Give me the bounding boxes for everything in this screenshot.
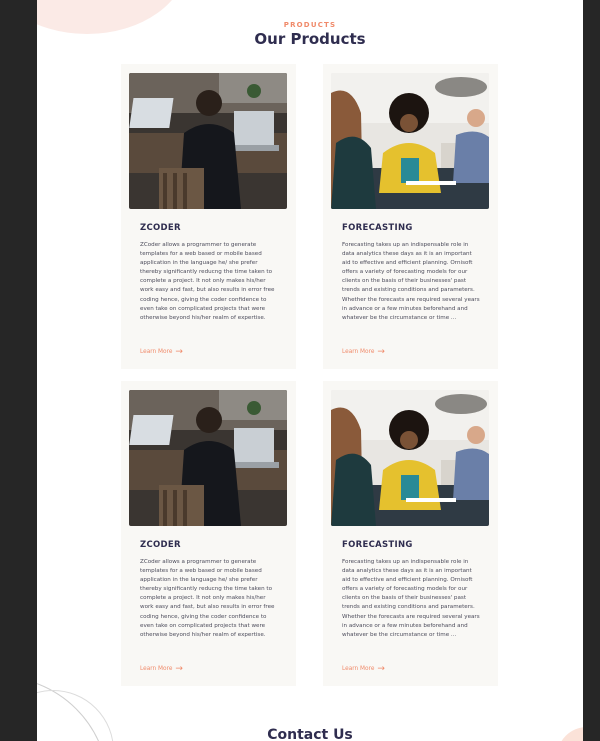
photo-people-coding [129,73,287,209]
product-description: Forecasting takes up an indispensable role in data analytics these days as it is an important aid to effective and efficient planning. Ornisoft offers a variety of forecasting models for our clients on the basis of their businesses' past trends and existing conditions and parameters. Whether the forecasts are required several years in advance or a few minutes beforehand and whatever be the circumstance or time ... [342,559,480,638]
learn-more-label: Learn More [342,666,375,672]
product-card-forecasting [323,64,498,369]
learn-more-label: Learn More [342,349,375,355]
arrow-right-icon: → [175,347,183,357]
product-description: Forecasting takes up an indispensable role in data analytics these days as it is an important aid to effective and efficient planning. Ornisoft offers a variety of forecasting models for our clients on the basis of their businesses' past trends and existing conditions and parameters. Whether the forecasts are required several years in advance or a few minutes beforehand and whatever be the circumstance or time ... [342,242,480,321]
product-image-meeting [331,390,489,526]
learn-more-link[interactable] [140,349,183,355]
learn-more-link[interactable] [140,666,183,672]
photo-people-coding [129,390,287,526]
learn-more-label: Learn More [140,666,173,672]
page [37,0,583,741]
product-card-zcoder [121,381,296,686]
product-title: FORECASTING [342,223,413,233]
learn-more-link[interactable] [342,666,385,672]
arrow-right-icon: → [377,664,385,674]
photo-business-meeting [331,73,489,209]
learn-more-link[interactable] [342,349,385,355]
product-description: ZCoder allows a programmer to generate templates for a web based or mobile based application in the language he/ she prefer thereby significantly reducng the time taken to complete a project. It not only makes his/her work easy and fast, but also results in error free coding hence, giving the coder confidence to even take on complicated projects that were otherwise beyond his/her realm of expertise. [140,242,275,321]
section-title: Our Products [254,30,366,48]
product-image-coding [129,73,287,209]
product-title: FORECASTING [342,540,413,550]
arrow-right-icon: → [377,347,385,357]
arrow-right-icon: → [175,664,183,674]
product-title: ZCODER [140,223,181,233]
photo-business-meeting [331,390,489,526]
learn-more-label: Learn More [140,349,173,355]
product-card-forecasting [323,381,498,686]
product-image-meeting [331,73,489,209]
product-description: ZCoder allows a programmer to generate templates for a web based or mobile based application in the language he/ she prefer thereby significantly reducng the time taken to complete a project. It not only makes his/her work easy and fast, but also results in error free coding hence, giving the coder confidence to even take on complicated projects that were otherwise beyond his/her realm of expertise. [140,559,275,638]
contact-section-title: Contact Us [267,727,353,741]
section-eyebrow: PRODUCTS [283,21,337,29]
product-card-zcoder [121,64,296,369]
product-image-coding [129,390,287,526]
product-title: ZCODER [140,540,181,550]
